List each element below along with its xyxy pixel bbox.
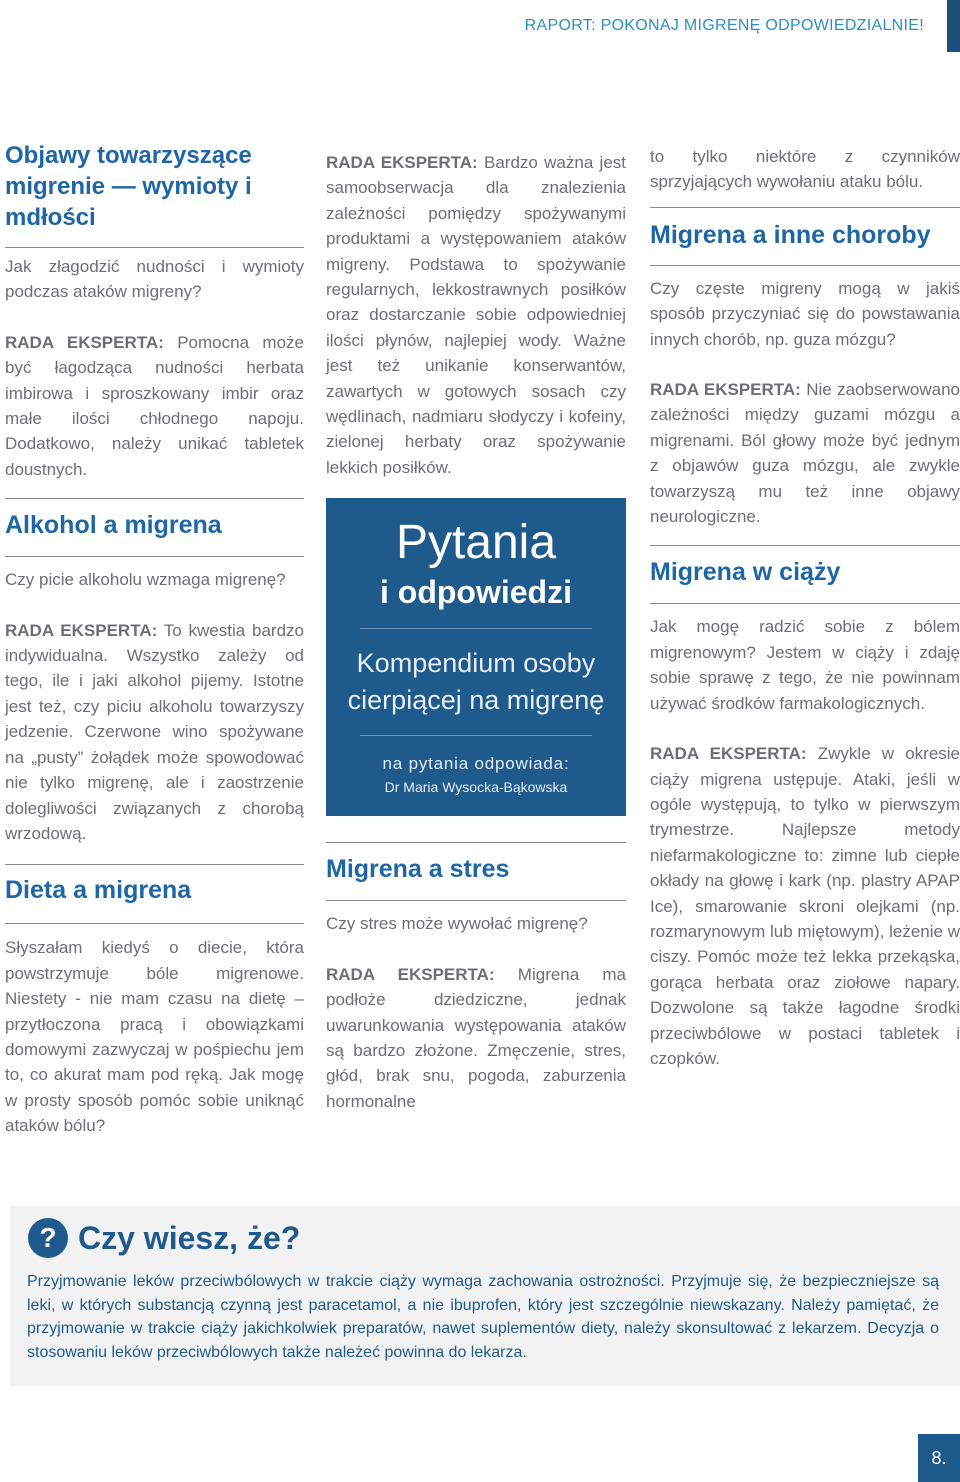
divider [326, 842, 626, 843]
report-title: RAPORT: POKONAJ MIGRENĘ ODPOWIEDZIALNIE! [524, 17, 924, 34]
did-you-know-text: Przyjmowanie leków przeciwbólowych w trakcie ciąży wymaga zachowania ostrożności. Przyjmuje się, że bezpieczniejsze są leki, w których substancją czynną jest paracetamol, a nie ibuprofen, który jest szczególnie niewskazany. Należy pamiętać, że przyjmowanie w trakcie ciąży jakichkolwiek preparatów, nawet suplementów diety, należy skonsultować z lekarzem. Decyzja o stosowaniu leków przeciwbólowych także należeć powinna do lekarza. [27, 1273, 939, 1361]
divider [5, 556, 304, 557]
divider [650, 603, 960, 604]
expert-label: RADA EKSPERTA: [5, 332, 164, 352]
page-number: 8. [918, 1434, 960, 1482]
divider [650, 265, 960, 266]
qa-promo-box [326, 498, 626, 816]
expert-label: RADA EKSPERTA: [650, 744, 807, 764]
answer-text: Pomocna może być łagodząca nudności herbata imbirowa i sproszkowany imbir oraz małe ilości chłodnego napoju. Dodatkowo, należy unikać tabletek doustnych. [5, 332, 304, 479]
box-subtitle: i odpowiedzi [380, 574, 572, 611]
did-you-know-box [10, 1206, 960, 1386]
continued-text: to tylko niektóre z czynników sprzyjających wywołaniu ataku bólu. [650, 147, 960, 192]
section-heading-alcohol: Alkohol a migrena [5, 511, 222, 540]
expert-answer [326, 962, 626, 1114]
expert-label: RADA EKSPERTA: [650, 380, 801, 400]
expert-label: RADA EKSPERTA: [5, 620, 158, 640]
divider [5, 864, 304, 865]
divider [650, 545, 960, 546]
divider [650, 207, 960, 208]
answer-text: Zwykle w okresie ciąży migrena ustępuje. Ataki, jeśli w ogóle występują, to tylko w pierwszym trymestrze. Najlepsze metody niefarmakologiczne to: zimne lub ciepłe okłady na głowę i kark (np. plastry APAP Ice), smarowanie skroni olejkami (np. rozmarynowym lub miętowym), leżenie w ciszy. Pomóc może też lekka przekąska, gorąca herbata oraz ziołowe napary. Dozwolone są także łagodne środki przeciwbólowe w postaci tabletek i czopków. [650, 744, 960, 1068]
section-heading-nausea: Objawy towarzyszące migrenie — wymioty i mdłości [5, 142, 252, 231]
expert-answer [650, 377, 960, 529]
question-text: Czy picie alkoholu wzmaga migrenę? [5, 570, 286, 590]
expert-answer [650, 741, 960, 1071]
expert-label: RADA EKSPERTA: [326, 153, 478, 172]
column-left [5, 130, 304, 1139]
question-text: Jak złagodzić nudności i wymioty podczas ataków migreny? [5, 257, 304, 302]
divider [5, 923, 304, 924]
question-mark-icon: ? [28, 1218, 68, 1258]
answer-text: Migrena ma podłoże dziedziczne, jednak uwarunkowania występowania ataków są bardzo złożone. Zmęczenie, stres, głód, brak snu, pogoda, zaburzenia hormonalne [326, 964, 626, 1111]
section-heading-diet: Dieta a migrena [5, 876, 192, 905]
header-accent-bar [947, 0, 960, 52]
did-you-know-title: Czy wiesz, że? [78, 1220, 301, 1256]
box-answered-by: na pytania odpowiada: [382, 754, 570, 774]
page-header [0, 0, 960, 55]
question-text: Czy częste migreny mogą w jakiś sposób przyczyniać się do powstawania innych chorób, np. guza mózgu? [650, 278, 960, 349]
section-heading-stress: Migrena a stres [326, 855, 510, 884]
section-heading-other-diseases: Migrena a inne choroby [650, 220, 931, 249]
column-middle [326, 150, 626, 1114]
divider [5, 247, 304, 248]
answer-text: Bardzo ważna jest samoobserwacja dla znalezienia zależności pomiędzy spożywanymi produktami a występowaniem ataków migreny. Podstawa to spożywanie regularnych, lekkostrawnych posiłków oraz dostarczanie sobie odpowiedniej ilości płynów, najlepiej wody. Ważne jest też unikanie konserwantów, zawartych w gotowych sosach czy wędlinach, nadmiaru słodyczy i kofeiny, zielonej herbaty oraz spożywanie lekkich posiłków. [326, 153, 626, 477]
question-text: Słyszałam kiedyś o diecie, która powstrzymuje bóle migrenowe. Niestety - nie mam czasu na dietę – przytłoczona pracą i obowiązkami domowymi zazwyczaj w pośpiechu jem to, co akurat mam pod ręką. Jak mogę w prosty sposób pomóc sobie uniknąć ataków bólu? [5, 938, 304, 1136]
box-divider [360, 628, 592, 629]
box-description: Kompendium osoby cierpiącej na migrenę [347, 648, 605, 716]
column-right [650, 144, 960, 1071]
question-text: Czy stres może wywołać migrenę? [326, 914, 588, 934]
box-title: Pytania [395, 516, 557, 570]
box-divider [360, 735, 592, 736]
section-heading-pregnancy: Migrena w ciąży [650, 558, 841, 587]
question-text: Jak mogę radzić sobie z bólem migrenowym? Jestem w ciąży i zdaję sobie sprawę z tego, że nie powinnam używać środków farmakologicznych. [650, 617, 960, 713]
expert-answer [326, 150, 626, 480]
expert-answer [5, 618, 304, 847]
divider [5, 498, 304, 499]
box-author: Dr Maria Wysocka-Bąkowska [384, 779, 568, 796]
answer-text: To kwestia bardzo indywidualna. Wszystko zależy od tego, ile i jaki alkohol pijemy. Istotne jest też, czy piciu alkoholu towarzyszy jedzenie. Czerwone wino spożywane na „pusty” żołądek może spowodować nie tylko migrenę, ale i zaostrzenie dolegliwości związanych z chorobą wrzodową. [5, 620, 304, 843]
expert-label: RADA EKSPERTA: [326, 964, 495, 984]
divider [326, 900, 626, 901]
expert-answer [5, 330, 304, 482]
answer-text: Nie zaobserwowano zależności między guzami mózgu a migrenami. Ból głowy może być jednym z objawów guza mózgu, ale zwykle towarzyszą mu też inne objawy neurologiczne. [650, 380, 960, 527]
